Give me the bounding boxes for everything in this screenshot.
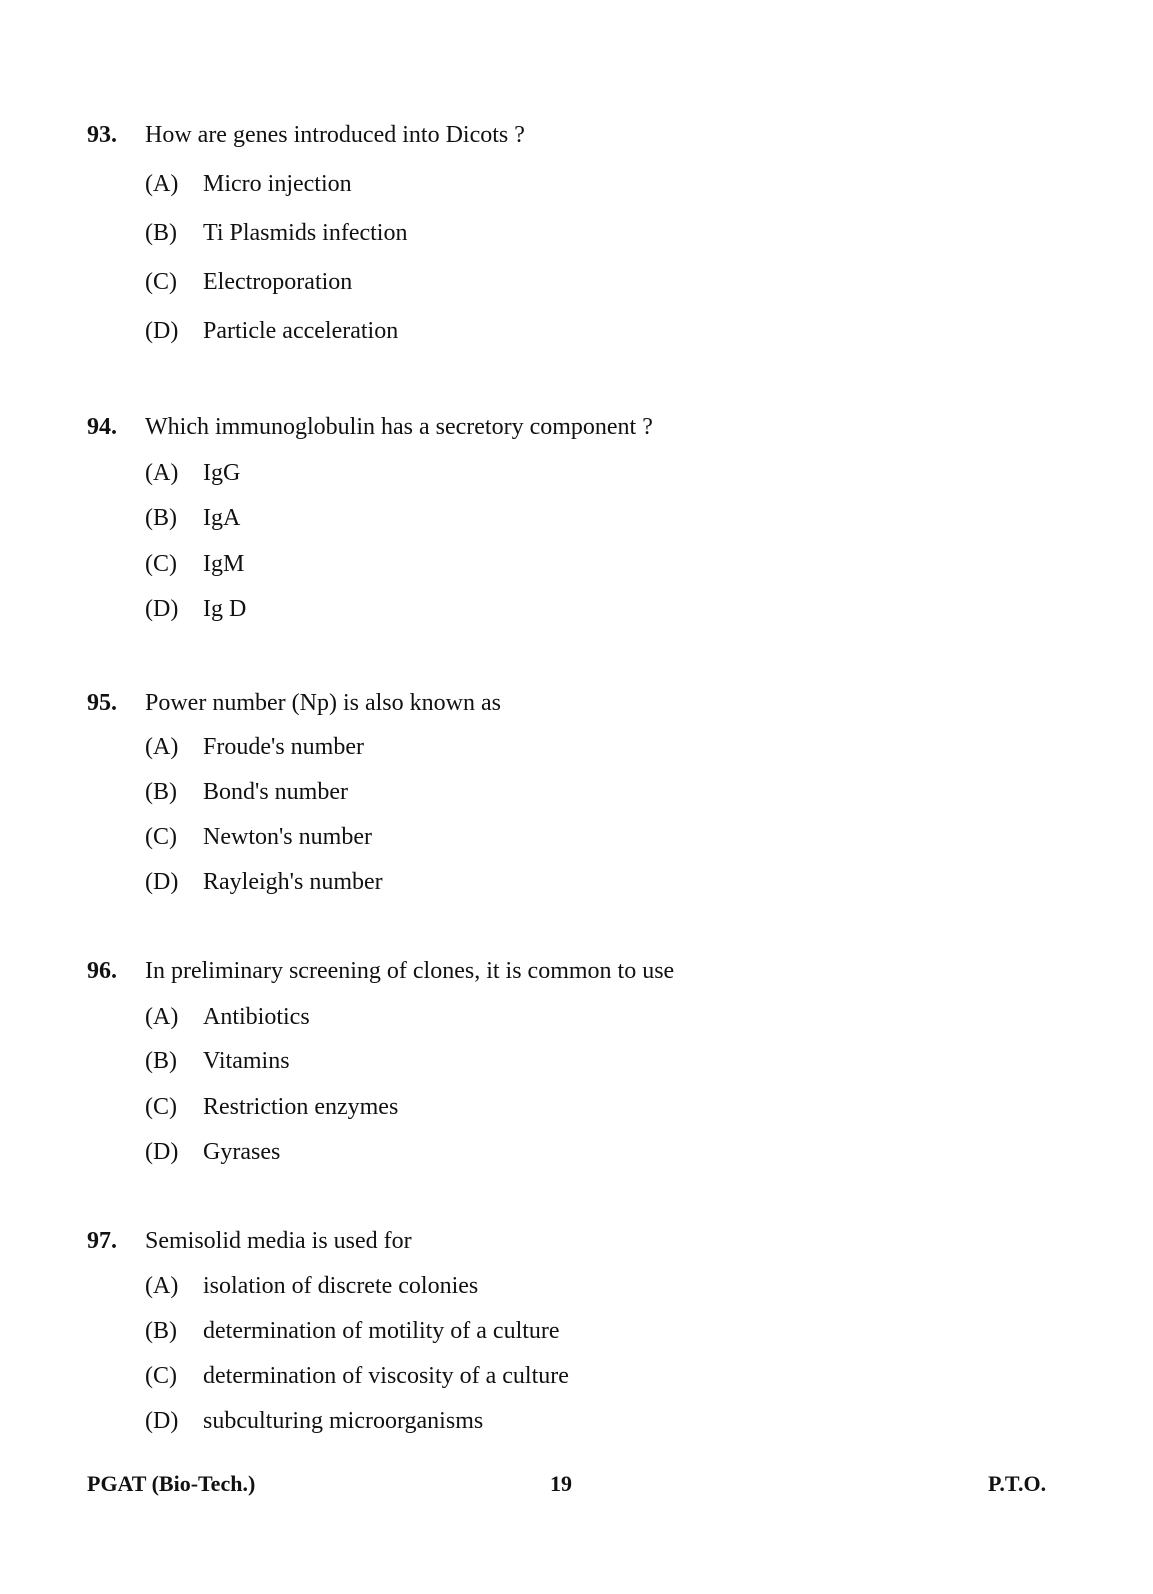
option-text: Bond's number bbox=[203, 779, 348, 805]
question-number: 94. bbox=[87, 414, 117, 440]
exam-code: PGAT (Bio-Tech.) bbox=[87, 1471, 256, 1496]
option-letter: (C) bbox=[145, 551, 177, 577]
question-header bbox=[87, 412, 653, 442]
option-d bbox=[145, 594, 246, 624]
option-text: Particle acceleration bbox=[203, 318, 399, 344]
option-letter: (D) bbox=[145, 1408, 179, 1434]
option-b bbox=[145, 503, 240, 533]
question-header bbox=[87, 120, 525, 150]
option-b bbox=[145, 1046, 290, 1076]
option-text: Antibiotics bbox=[203, 1004, 310, 1030]
question-header bbox=[87, 688, 501, 718]
option-letter: (A) bbox=[145, 171, 179, 197]
question-text: Which immunoglobulin has a secretory component ? bbox=[145, 414, 653, 440]
question-number: 95. bbox=[87, 690, 117, 716]
question-header bbox=[87, 956, 674, 986]
option-b bbox=[145, 777, 348, 807]
question-number: 93. bbox=[87, 122, 117, 148]
option-letter: (C) bbox=[145, 824, 177, 850]
option-d bbox=[145, 1137, 280, 1167]
option-letter: (A) bbox=[145, 1273, 179, 1299]
option-text: Micro injection bbox=[203, 171, 352, 197]
option-text: Froude's number bbox=[203, 734, 364, 760]
option-d bbox=[145, 867, 383, 897]
option-c bbox=[145, 1092, 398, 1122]
question-number: 97. bbox=[87, 1228, 117, 1254]
option-letter: (B) bbox=[145, 779, 177, 805]
option-letter: (B) bbox=[145, 1048, 177, 1074]
option-letter: (D) bbox=[145, 318, 179, 344]
option-letter: (B) bbox=[145, 1318, 177, 1344]
option-b bbox=[145, 1316, 560, 1346]
option-text: IgM bbox=[203, 551, 245, 577]
option-letter: (A) bbox=[145, 1004, 179, 1030]
option-a bbox=[145, 1002, 310, 1032]
option-text: Rayleigh's number bbox=[203, 869, 383, 895]
option-text: Ig D bbox=[203, 596, 247, 622]
option-a bbox=[145, 1271, 478, 1301]
question-text: In preliminary screening of clones, it is common to use bbox=[145, 958, 675, 984]
option-letter: (C) bbox=[145, 1094, 177, 1120]
question-text: Semisolid media is used for bbox=[145, 1228, 412, 1254]
option-letter: (B) bbox=[145, 220, 177, 246]
option-text: Ti Plasmids infection bbox=[203, 220, 408, 246]
option-text: Vitamins bbox=[203, 1048, 290, 1074]
question-text: Power number (Np) is also known as bbox=[145, 690, 501, 716]
option-text: determination of viscosity of a culture bbox=[203, 1363, 569, 1389]
option-a bbox=[145, 458, 240, 488]
option-text: subculturing microorganisms bbox=[203, 1408, 484, 1434]
option-text: Newton's number bbox=[203, 824, 372, 850]
option-d bbox=[145, 316, 398, 346]
option-text: determination of motility of a culture bbox=[203, 1318, 560, 1344]
option-c bbox=[145, 549, 244, 579]
option-letter: (B) bbox=[145, 505, 177, 531]
option-c bbox=[145, 822, 372, 852]
question-header bbox=[87, 1226, 412, 1256]
question-text: How are genes introduced into Dicots ? bbox=[145, 122, 525, 148]
option-text: IgA bbox=[203, 505, 241, 531]
option-d bbox=[145, 1406, 483, 1436]
option-a bbox=[145, 732, 364, 762]
option-letter: (D) bbox=[145, 869, 179, 895]
please-turn-over: P.T.O. bbox=[988, 1471, 1047, 1496]
option-letter: (A) bbox=[145, 460, 179, 486]
option-text: Gyrases bbox=[203, 1139, 281, 1165]
page-number: 19 bbox=[550, 1471, 572, 1496]
option-b bbox=[145, 218, 407, 248]
option-text: Electroporation bbox=[203, 269, 353, 295]
option-letter: (C) bbox=[145, 269, 177, 295]
option-letter: (D) bbox=[145, 1139, 179, 1165]
option-letter: (C) bbox=[145, 1363, 177, 1389]
option-text: Restriction enzymes bbox=[203, 1094, 399, 1120]
option-letter: (A) bbox=[145, 734, 179, 760]
option-c bbox=[145, 267, 352, 297]
option-a bbox=[145, 169, 352, 199]
option-text: IgG bbox=[203, 460, 241, 486]
option-letter: (D) bbox=[145, 596, 179, 622]
option-text: isolation of discrete colonies bbox=[203, 1273, 479, 1299]
question-number: 96. bbox=[87, 958, 117, 984]
option-c bbox=[145, 1361, 569, 1391]
